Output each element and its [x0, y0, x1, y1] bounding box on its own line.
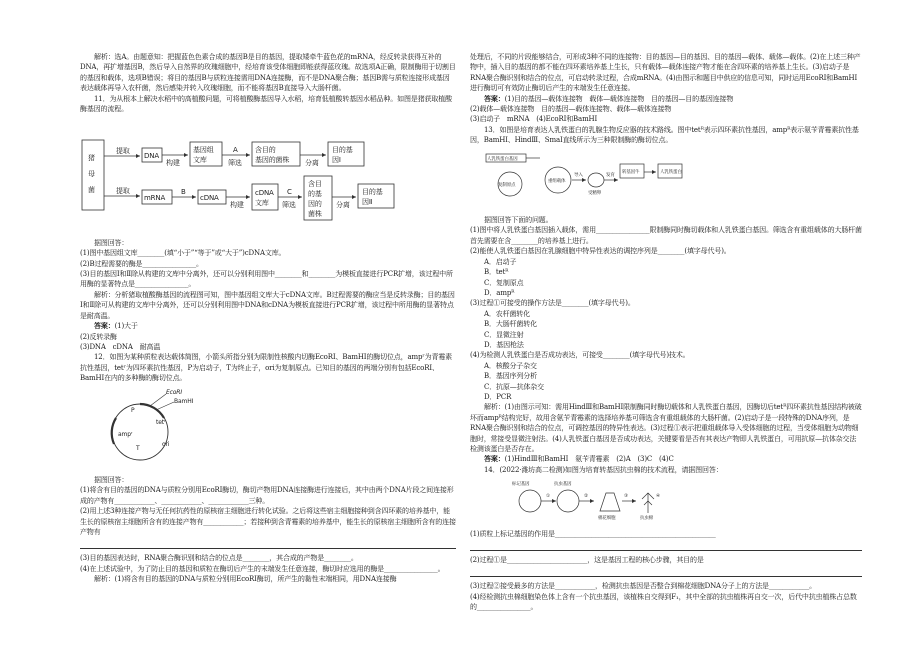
fig14-label-1: 标记基因	[512, 482, 530, 488]
gene2-line-1: 目的基	[362, 188, 383, 197]
q13-3-opt-b: B．大肠杆菌转化	[484, 320, 537, 329]
q12-answer-1: (1)目的基因—载体连接物 载体—载体连接物 目的基因—目的基因连接物	[504, 94, 734, 103]
q12-analysis-cont: 处理后，不同的片段能够结合，可形成3种不同的连接物：目的基因—目的基因、目的基因—载体、载体—载体。(2)在上述三种产物中，插入目的基因的都不能在四环素培养基上生长，只有载体—载体连接产物才能在含四环素的培养基上生长。(3)启动子是RNA聚合酶识别和结合的位点，可启动转录过程，合成mRNA。(4)由图示和题目中供应的信息可知，同时运用EcoRⅠ和BamHⅠ进行酶切可有效防止酶切后产生的末端发生任意连接。	[470, 53, 861, 93]
plasmid-diagram	[94, 388, 456, 471]
q11-part-2: (2)B过程需要的酶是________________。	[80, 259, 203, 268]
q13-part-3: (3)过程①可接受的操作方法是________(填字母代号)。	[470, 299, 635, 308]
fig14-label-7: 棉花细胞	[598, 516, 616, 522]
q11-analysis: 解析：分析猪取植酸酶基因的流程图可知，图中基因组文库大于cDNA文库。B过程需要的酶应当是反转录酶；目的基因Ⅰ和Ⅱ除可从构建的文库中分离外，还可以分别利用图中DNA和cDNA为模板直接进行PCR扩增，该过程中所用酶的显著特点是耐高温。	[80, 290, 455, 320]
q13-answer: (1)HindⅢ和BamHⅠ 氨苄青霉素 (2)A (3)C (4)C	[504, 455, 674, 464]
plasmid-ori-label: ori	[162, 440, 170, 448]
left-column	[80, 52, 456, 585]
dna-label: DNA	[144, 152, 159, 161]
source-char-2: 母	[88, 170, 95, 179]
q13-part-2: (2)能使人乳铁蛋白基因在乳腺细胞中特异性表达的调控序列是________(填字母代号)。	[470, 247, 731, 256]
q12-ask: 据图回答：	[94, 475, 129, 484]
bact2-line-1: 含目	[308, 180, 322, 189]
q13-3-opt-c: C．显微注射	[484, 330, 524, 339]
q11-ask: 据图回答：	[94, 238, 129, 247]
q12-part-1: (1)将含有目的基因的DNA与质粒分别用EcoRⅠ酶切，酶切产物用DNA连接酶进行连接后，其中由两个DNA片段之间连接形成的产物有____________、____________、____________三种。	[80, 486, 454, 505]
right-column	[470, 52, 862, 613]
q14-part-4: (4)经检测抗虫棉细胞染色体上含有一个抗虫基因，该植株自交得到F₁，其中全部的抗虫植株再自交一次，后代中抗虫植株占总数的________________。	[470, 592, 857, 612]
lib2-line-1: cDNA	[255, 189, 274, 198]
q12-analysis-start: 解析：(1)将含有目的基因的DNA与质粒分别用EcoRⅠ酶切，所产生的黏性末端相同，用DNA连接酶	[94, 575, 397, 584]
q12-part-3: (3)目的基因表达时，RNA聚合酶识别和结合的位点是________，其合成的产物是________。	[80, 554, 358, 563]
cdna-label: cDNA	[200, 194, 219, 203]
q13-4-opt-b: B．基因序列分析	[484, 372, 537, 381]
q12-answer-2: (2)载体—载体连接物 目的基因—载体连接物、载体—载体连接物	[470, 105, 672, 114]
screen-2-label: 筛选	[282, 201, 296, 210]
extract-1-label: 提取	[116, 147, 130, 156]
q11-part-1: (1)图中基因组文库________(填“小于”“等于”或“大于”)cDNA文库。	[80, 249, 286, 258]
q11-part-3: (3)目的基因Ⅰ和Ⅱ除从构建的文库中分离外，还可以分别利用图中________和________为模板直接进行PCR扩增，该过程中所用酶的显著特点是________________。	[80, 270, 453, 289]
q11-answer-title: 答案：	[94, 321, 115, 331]
q13-part-1: (1)图中将人乳铁蛋白基因插入载体，需用________________限制酶同时酶切载体和人乳铁蛋白基因。筛选含有重组载体的大肠杆菌首先需要在含________的培养基上进行。	[470, 226, 862, 245]
q14-part-1: (1)质粒上标记基因的作用是________________________________________________	[470, 529, 716, 538]
fig13-label-5: 受精卵	[588, 190, 602, 196]
extract-2-label: 提取	[116, 187, 130, 196]
question-11: 11．为从根本上解决水稻中的高植酸问题，可将植酸酶基因导入水稻，培育低植酸转基因水稻品种。如图是猪获取植酸酶基因的流程。	[80, 94, 452, 114]
q14-part-3: (3)过程②接受最多的方法是____________，检测抗虫基因是否整合到棉花细胞DNA分子上的方法是____________。	[470, 582, 816, 591]
q13-2-opt-d: D．ampᴿ	[484, 288, 515, 297]
q13-4-opt-a: A．核酸分子杂交	[484, 361, 537, 370]
bact1-line-1: 含目的	[255, 146, 276, 155]
q14-part-2: (2)过程①是________________________，这是基因工程的核心步骤，其目的是	[470, 556, 704, 565]
fig14-label-5: ③	[624, 494, 628, 500]
fig13-label-7: 转基因牛	[622, 169, 640, 175]
screen-1-label: 筛选	[228, 159, 242, 168]
sep-2-label: 分离	[336, 201, 350, 210]
q13-2-opt-a: A．启动子	[484, 257, 517, 266]
q13-answer-title: 答案：	[484, 454, 505, 464]
bact2-line-4: 菌株	[308, 210, 322, 219]
bact2-line-2: 的基	[308, 190, 322, 199]
q13-4-opt-c: C．抗原—抗体杂交	[484, 382, 545, 391]
q13-3-opt-d: D．基因枪法	[484, 340, 524, 349]
fig13-label-1: 人乳铁蛋白基因	[487, 156, 518, 162]
q13-2-opt-b: B．tetᴿ	[484, 268, 509, 277]
gene2-line-2: 因Ⅱ	[362, 198, 373, 207]
bt-cotton-diagram	[510, 479, 862, 524]
fig13-label-8: 人乳铁蛋白	[660, 169, 682, 175]
q13-part-4: (4)为检测人乳铁蛋白是否成功表达，可接受________(填字母代号)技术。	[470, 351, 690, 360]
build-1-label: 构建	[166, 159, 180, 168]
plasmid-p-label: P	[131, 406, 135, 414]
q13-4-opt-d: D．PCR	[484, 392, 512, 401]
question-14: 14．(2022·潍坊高二检测)如图为培育转基因抗虫棉的技术流程，请据图回答：	[484, 465, 723, 474]
question-12: 12．如图为某种质粒表达载体简图，小箭头所指分别为限制性核酸内切酶EcoRⅠ、BamHⅠ的酶切位点，ampʳ为青霉素抗性基因，tetʳ为四环素抗性基因，P为启动子，T为终止子，ori为复制原点。已知目的基因的两端分别有包括EcoRⅠ、BamHⅠ在内的多种酶的酶切位点。	[80, 353, 453, 383]
mrna-label: mRNA	[144, 194, 166, 203]
fig13-label-4: 导入	[574, 172, 583, 178]
question-13: 13．如图是培育表达人乳铁蛋白的乳腺生物反应器的技术路线。图中tetᴿ表示四环素抗性基因，ampᴿ表示氨苄青霉素抗性基因，BamHⅠ、HindⅢ、SmaⅠ直线所示为三种限制酶的酶切位点。	[470, 125, 859, 145]
flow-diagram-svg	[80, 118, 456, 230]
step-a-label: A	[233, 146, 238, 155]
lib2-line-2: 文库	[255, 199, 269, 208]
step-b-label: B	[181, 188, 186, 197]
q13-3-opt-a: A．农杆菌转化	[484, 309, 531, 318]
fig13-svg	[484, 150, 684, 208]
gene1-line-2: 因Ⅰ	[332, 156, 341, 165]
lib1-line-2: 文库	[193, 156, 207, 165]
q11-answer-1: (1)大于	[114, 322, 138, 331]
mammary-bioreactor-diagram	[484, 150, 862, 211]
step-c-label: C	[287, 188, 292, 197]
q13-ask: 据图回答下面的问题。	[484, 216, 553, 225]
fig14-label-2: 抗虫基因	[554, 482, 572, 488]
gene1-line-1: 目的基	[332, 146, 353, 155]
q12-part-2: (2)用上述3种连接产物与无任何抗药性的原核宿主细胞进行转化试验。之后将这些宿主细胞接种到含四环素的培养基中，能生长的原核宿主细胞所含有的连接产物有____________；若接种到含青霉素的培养基中，能生长的原核宿主细胞所含有的连接产物有	[80, 507, 456, 536]
source-char-3: 菌	[88, 186, 95, 195]
plasmid-t-label: T	[136, 444, 140, 452]
plasmid-bamhi-label: BamHⅠ	[174, 397, 194, 405]
fig14-label-8: 抗虫棉	[640, 516, 654, 522]
plasmid-tet-label: tetʳ	[156, 418, 166, 426]
fig13-label-6: 发育	[606, 172, 615, 178]
q12-part-4: (4)在上述试验中，为了防止目的基因和质粒在酶切后产生的末端发生任意连接，酶切时应选用的酶是________________。	[80, 564, 445, 573]
q12-answer-3: (3)启动子 mRNA (4)EcoRⅠ和BamHⅠ	[470, 115, 598, 124]
build-2-label: 构建	[230, 201, 244, 210]
q13-2-opt-c: C．复制原点	[484, 278, 524, 287]
plasmid-ecori-label: EcoRⅠ	[166, 388, 182, 396]
fig14-label-6: ④	[656, 494, 660, 500]
fig14-svg	[510, 479, 670, 521]
source-char-1: 猪	[88, 154, 95, 163]
fig14-label-3: ①	[546, 494, 550, 500]
plasmid-amp-label: ampʳ	[118, 430, 133, 438]
phytase-flow-diagram	[80, 118, 456, 233]
intro-analysis: 解析：选A。由题意知：把握蓝色色素合成的基因B是目的基因，提取矮牵牛蓝色花的mRNA，经反转录获得互补的DNA，再扩增基因B，然后导入自然界的玫瑰细胞中，经培育该受体细胞即能获得蓝玫瑰。故选项A正确，限制酶用于切割目的基因和载体，选项B错误；将目的基因B与质粒连接需用DNA连接酶，而不是DNA聚合酶；基因B需与质粒连接形成基因表达载体再导入农杆菌，然后感染并转入玫瑰细胞，而不能将基因B直接导入大肠杆菌。	[80, 53, 456, 93]
plasmid-svg	[94, 388, 214, 468]
bact2-line-3: 因的	[308, 200, 322, 209]
fig13-label-2: 复制原点	[498, 182, 516, 188]
q14-2-answer-line	[470, 567, 862, 577]
q12-answer-line	[80, 539, 456, 549]
q14-1-answer-line	[470, 541, 862, 551]
q12-answer-title: 答案：	[484, 93, 505, 103]
bact1-line-2: 基因的菌株	[255, 156, 290, 165]
q11-answer-2: (2)反转录酶	[80, 332, 117, 341]
fig14-label-4: ②	[584, 494, 588, 500]
lib1-line-1: 基因组	[193, 146, 214, 155]
fig13-label-3: 重组载体	[548, 178, 566, 184]
sep-1-label: 分离	[305, 159, 319, 168]
q13-analysis: 解析：(1)由图示可知：需用HindⅢ和BamHⅠ限制酶同时酶切载体和人乳铁蛋白基因，因酶切后tetᴿ四环素抗性基因结构被破坏而ampᴿ结构完好，故用含氨苄青霉素的选择培养基可筛选含有重组载体的大肠杆菌。(2)启动子是一段特殊的DNA序列，是RNA聚合酶识别和结合的位点，可调控基因的特异性表达。(3)过程①表示把重组载体导入受体细胞的过程，当受体细胞为动物细胞时，常接受显微注射法。(4)人乳铁蛋白基因是否成功表达，关键要看是否有其表达产物即人乳铁蛋白，可用抗原—抗体杂交法检测该蛋白是否存在。	[470, 403, 862, 453]
q11-answer-3: (3)DNA cDNA 耐高温	[80, 342, 161, 351]
